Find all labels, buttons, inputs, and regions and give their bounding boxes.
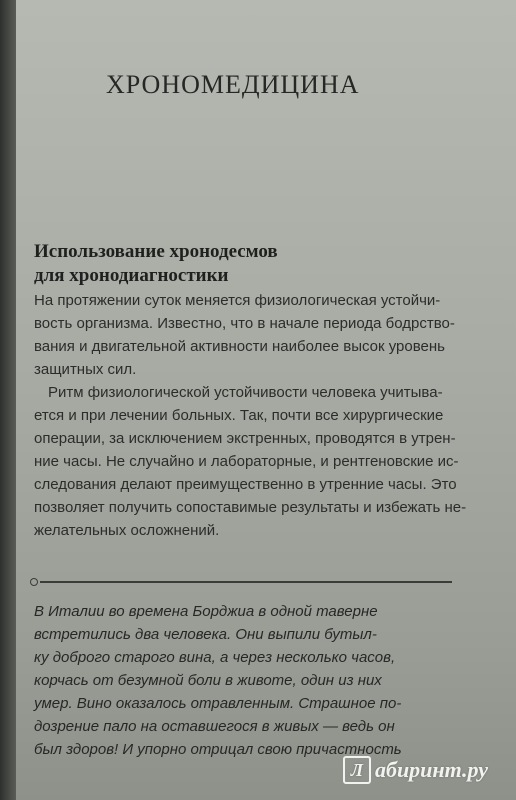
inset-text-line: встретились два человека. Они выпили бутыл-: [34, 626, 377, 643]
labirint-watermark: [343, 756, 488, 784]
inset-text-line: был здоров! И упорно отрицал свою причастность: [34, 741, 402, 758]
inset-story: [34, 600, 484, 761]
chapter-title: ХРОНОМЕДИЦИНА: [106, 70, 360, 99]
body-text-line: желательных осложнений.: [34, 522, 220, 539]
inset-divider: [30, 578, 452, 586]
inset-text-line: ку доброго старого вина, а через несколько часов,: [34, 649, 396, 666]
body-text-line: ние часы. Не случайно и лабораторные, и рентгеновские ис-: [34, 453, 459, 470]
section-title: [34, 240, 474, 288]
book-page: [16, 0, 516, 800]
section-title-line: Использование хронодесмов: [34, 241, 278, 262]
divider-line: [40, 581, 452, 583]
inset-text-line: дозрение пало на оставшегося в живых — ведь он: [34, 718, 395, 735]
watermark-text: абиринт.ру: [374, 757, 488, 782]
inset-text-line: В Италии во времена Борджиа в одной таверне: [34, 603, 378, 620]
body-text-line: Ритм физиологической устойчивости человека учитыва-: [48, 384, 443, 401]
inset-text-line: корчась от безумной боли в животе, один из них: [34, 672, 382, 689]
labirint-logo-icon: Л: [343, 756, 371, 784]
inset-text-line: умер. Вино оказалось отравленным. Страшное по-: [34, 695, 402, 712]
body-text-line: защитных сил.: [34, 361, 137, 378]
body-text-line: На протяжении суток меняется физиологическая устойчи-: [34, 292, 441, 309]
body-text-line: операции, за исключением экстренных, проводятся в утрен-: [34, 430, 456, 447]
section-title-line: для хронодиагностики: [34, 265, 229, 286]
body-text-line: вость организма. Известно, что в начале периода бодрство-: [34, 315, 455, 332]
body-text-line: вания и двигательной активности наиболее высок уровень: [34, 338, 445, 355]
divider-circle-icon: [30, 578, 38, 586]
body-paragraphs: [34, 289, 484, 542]
body-text-line: ется и при лечении больных. Так, почти все хирургические: [34, 407, 444, 424]
body-text-line: следования делают преимущественно в утренние часы. Это: [34, 476, 457, 493]
body-text-line: позволяет получить сопоставимые результаты и избежать не-: [34, 499, 467, 516]
